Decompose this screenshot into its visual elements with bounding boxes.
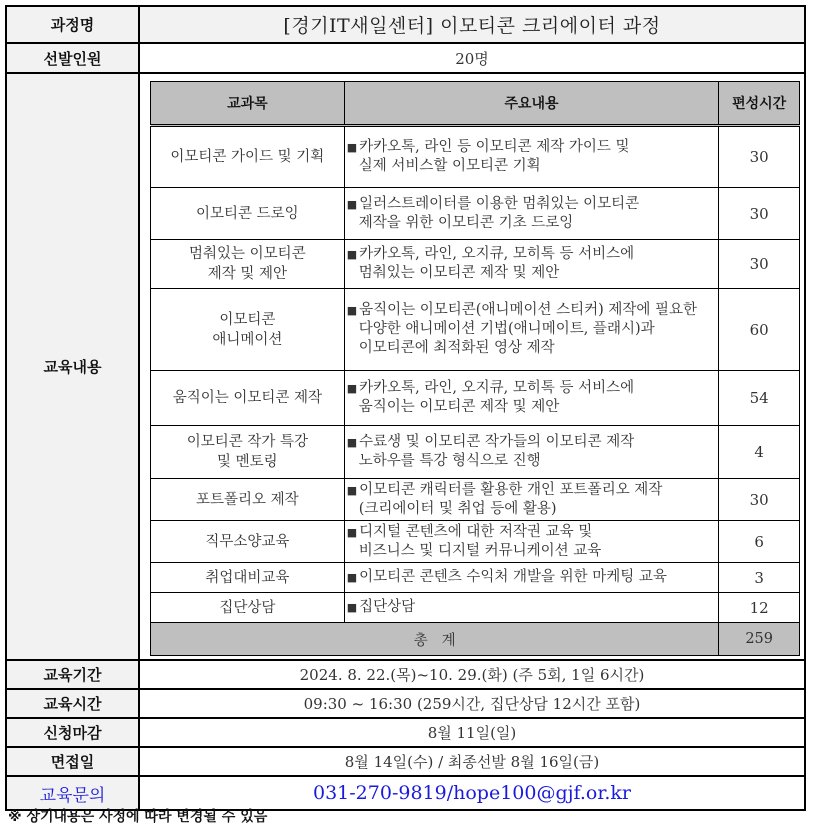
curriculum-row-item xyxy=(151,126,800,188)
content-line xyxy=(347,500,717,519)
subject-cell xyxy=(151,426,345,479)
curriculum-row-item xyxy=(151,426,800,479)
content-text: (크리에이터 및 취업 등에 활용) xyxy=(358,500,557,517)
period-label: 교육기간 xyxy=(7,661,140,688)
content-line xyxy=(347,542,717,561)
hours-cell: 30 xyxy=(719,126,800,188)
period-row xyxy=(7,661,804,690)
content-cell xyxy=(344,289,719,371)
total-row xyxy=(151,623,800,656)
square-bullet-icon: ■ xyxy=(346,436,358,449)
curriculum-row-item xyxy=(151,289,800,371)
square-bullet-icon: ■ xyxy=(346,197,358,211)
content-line xyxy=(347,195,717,214)
content-text: 디지털 콘텐츠에 대한 저작권 교육 및 xyxy=(359,523,593,540)
square-bullet-icon: ■ xyxy=(346,571,358,584)
curriculum-row-item xyxy=(151,240,800,289)
content-cell xyxy=(344,371,719,426)
content-text: 움직이는 이모티콘 제작 및 제안 xyxy=(358,399,560,415)
curriculum-row-item xyxy=(151,188,800,240)
subject-text: 집단상담 xyxy=(219,599,276,616)
content-line xyxy=(347,264,717,283)
content-text: 움직이는 이모티콘(애니메이션 스티커) 제작에 필요한 xyxy=(359,302,698,318)
content-text: 멈춰있는 이모티콘 제작 및 제안 xyxy=(358,265,560,281)
hours-cell: 3 xyxy=(719,563,800,593)
hours-cell: 54 xyxy=(719,371,800,426)
total-label: 총 계 xyxy=(151,623,719,656)
subject-cell xyxy=(151,479,345,521)
content-text: 이모티콘에 최적화된 영상 제작 xyxy=(358,340,555,356)
course-info-table xyxy=(5,5,806,811)
subject-text: 직무소양교육 xyxy=(205,533,290,550)
square-bullet-icon: ■ xyxy=(346,382,358,395)
content-text: 제작을 위한 이모티콘 기초 드로잉 xyxy=(358,214,574,231)
subject-cell xyxy=(151,371,345,426)
content-cell xyxy=(344,240,719,289)
footnote: ※ 상기내용은 사정에 따라 변경될 수 있음 xyxy=(8,809,268,825)
subject-text: 이모티콘 가이드 및 기획 xyxy=(170,149,325,165)
content-text: 노하우를 특강 형식으로 진행 xyxy=(358,453,541,469)
content-text: 카카오톡, 라인, 오지큐, 모히톡 등 서비스에 xyxy=(359,246,635,262)
interview-label: 면접일 xyxy=(7,748,140,775)
content-line xyxy=(347,157,717,176)
content-text: 다양한 애니메이션 기법(애니메이트, 플래시)과 xyxy=(358,321,655,337)
content-text: 카카오톡, 라인, 오지큐, 모히톡 등 서비스에 xyxy=(359,380,635,396)
enrollment-value: 20명 xyxy=(455,49,489,68)
content-line xyxy=(347,214,717,233)
content-text: 실제 서비스할 이모티콘 기획 xyxy=(358,158,541,174)
subject-cell xyxy=(151,240,345,289)
header-content: 주요내용 xyxy=(344,82,719,126)
curriculum-row-item xyxy=(151,521,800,563)
content-text: 집단상담 xyxy=(359,599,416,615)
curriculum-row-item xyxy=(151,371,800,426)
content-line xyxy=(347,339,717,358)
content-line xyxy=(347,301,717,320)
subject-cell xyxy=(151,126,345,188)
inquiry-row xyxy=(7,777,804,809)
content-cell xyxy=(344,521,719,563)
curriculum-header-row xyxy=(151,82,800,126)
curriculum-label: 교육내용 xyxy=(7,74,140,659)
time-value: 09:30 ~ 16:30 (259시간, 집단상담 12시간 포함) xyxy=(303,695,641,713)
subject-text: 및 멘토링 xyxy=(217,454,278,470)
header-subject: 교과목 xyxy=(151,82,345,126)
content-line xyxy=(347,398,717,417)
course-title-label: 과정명 xyxy=(7,7,140,42)
content-text: 일러스트레이터를 이용한 멈춰있는 이모티콘 xyxy=(359,195,640,212)
subject-cell xyxy=(151,593,345,623)
content-line xyxy=(347,379,717,398)
hours-cell: 12 xyxy=(719,593,800,623)
hours-cell: 30 xyxy=(719,188,800,240)
header-hours: 편성시간 xyxy=(719,82,800,126)
curriculum-container xyxy=(140,74,804,659)
inquiry-contact-link[interactable]: 031-270-9819/hope100@gjf.or.kr xyxy=(313,782,631,804)
square-bullet-icon: ■ xyxy=(346,304,358,317)
square-bullet-icon: ■ xyxy=(346,141,358,154)
square-bullet-icon: ■ xyxy=(346,601,358,614)
content-cell xyxy=(344,563,719,593)
enrollment-row xyxy=(7,44,804,74)
inquiry-label: 교육문의 xyxy=(7,777,140,809)
content-text: 이모티콘 캐릭터를 활용한 개인 포트폴리오 제작 xyxy=(359,481,663,498)
content-line xyxy=(347,481,717,500)
total-hours: 259 xyxy=(719,623,800,656)
content-cell xyxy=(344,479,719,521)
content-line xyxy=(347,452,717,471)
content-cell xyxy=(344,126,719,188)
content-text: 비즈니스 및 디지털 커뮤니케이션 교육 xyxy=(358,542,602,559)
enrollment-label: 선발인원 xyxy=(7,44,140,72)
curriculum-row xyxy=(7,74,804,661)
content-line xyxy=(347,138,717,157)
content-text: 수료생 및 이모티콘 작가들의 이모티콘 제작 xyxy=(359,434,635,450)
interview-value: 8월 14일(수) / 최종선발 8월 16일(금) xyxy=(344,753,600,771)
content-line xyxy=(347,568,717,587)
curriculum-body xyxy=(151,126,800,623)
content-text: 카카오톡, 라인 등 이모티콘 제작 가이드 및 xyxy=(359,139,630,155)
content-cell xyxy=(344,426,719,479)
deadline-label: 신청마감 xyxy=(7,719,140,746)
content-line xyxy=(347,433,717,452)
hours-cell: 4 xyxy=(719,426,800,479)
content-line xyxy=(347,245,717,264)
subject-text: 멈춰있는 이모티콘 xyxy=(189,246,306,262)
content-cell xyxy=(344,593,719,623)
time-row xyxy=(7,690,804,719)
curriculum-row-item xyxy=(151,563,800,593)
hours-cell: 30 xyxy=(719,479,800,521)
content-text: 이모티콘 콘텐츠 수익처 개발을 위한 마케팅 교육 xyxy=(359,569,667,585)
subject-cell xyxy=(151,563,345,593)
interview-row xyxy=(7,748,804,777)
subject-text: 이모티콘 작가 특강 xyxy=(186,434,308,450)
subject-text: 취업대비교육 xyxy=(205,569,290,586)
course-title-value: [경기IT새일센터] 이모티콘 크리에이터 과정 xyxy=(140,7,804,42)
deadline-value: 8월 11일(일) xyxy=(427,724,517,742)
square-bullet-icon: ■ xyxy=(346,483,358,497)
subject-cell xyxy=(151,289,345,371)
course-title-row xyxy=(7,7,804,44)
square-bullet-icon: ■ xyxy=(346,525,358,539)
content-cell xyxy=(344,188,719,240)
period-value: 2024. 8. 22.(목)~10. 29.(화) (주 5회, 1일 6시간) xyxy=(299,666,645,684)
time-label: 교육시간 xyxy=(7,690,140,717)
curriculum-table xyxy=(150,81,800,656)
content-line xyxy=(347,523,717,542)
content-line xyxy=(347,598,717,617)
content-line xyxy=(347,320,717,339)
square-bullet-icon: ■ xyxy=(346,248,358,261)
subject-text: 포트폴리오 제작 xyxy=(196,491,299,508)
subject-cell xyxy=(151,521,345,563)
subject-text: 이모티콘 드로잉 xyxy=(196,205,299,222)
curriculum-row-item xyxy=(151,593,800,623)
subject-cell xyxy=(151,188,345,240)
deadline-row xyxy=(7,719,804,748)
curriculum-row-item xyxy=(151,479,800,521)
subject-text: 제작 및 제안 xyxy=(207,266,287,282)
subject-text: 애니메이션 xyxy=(212,331,283,348)
hours-cell: 60 xyxy=(719,289,800,371)
subject-text: 이모티콘 xyxy=(219,311,276,328)
subject-text: 움직이는 이모티콘 제작 xyxy=(172,390,323,406)
hours-cell: 30 xyxy=(719,240,800,289)
hours-cell: 6 xyxy=(719,521,800,563)
